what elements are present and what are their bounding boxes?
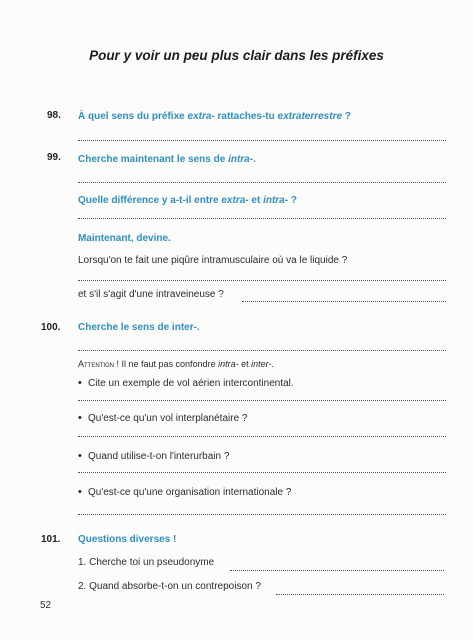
q99-line1-b: .: [253, 154, 256, 165]
answer-line-101a[interactable]: [230, 570, 444, 571]
question-99-line4: Lorsqu'on te fait une piqûre intramusculaire où va le liquide ?: [78, 255, 348, 266]
question-99-line3: Maintenant, devine.: [78, 233, 171, 244]
question-99-line1: [78, 154, 256, 165]
answer-line-99d[interactable]: [242, 301, 446, 302]
q98-part-a: À quel sens du préfixe: [78, 111, 188, 122]
question-number-101: 101.: [41, 534, 61, 545]
answer-line-99b[interactable]: [78, 218, 446, 219]
bullet-text-1: Cite un exemple de vol aérien intercontinental.: [88, 378, 294, 389]
question-98-text: [78, 111, 351, 122]
page-number: 52: [40, 600, 52, 611]
bullet-4: •: [78, 486, 82, 498]
answer-line-100c[interactable]: [78, 436, 446, 437]
q99-line2-b: et: [248, 195, 264, 206]
answer-line-100a[interactable]: [78, 350, 446, 351]
bullet-text-2: Qu'est-ce qu'un vol interplanétaire ?: [88, 413, 248, 424]
answer-line-99a[interactable]: [78, 182, 446, 183]
page-title: Pour y voir un peu plus clair dans les préfixes: [89, 48, 384, 63]
attention-em-intra: intra-: [218, 359, 239, 369]
bullet-text-4: Qu'est-ce qu'une organisation internationale ?: [88, 487, 292, 498]
bullet-3: •: [78, 450, 82, 462]
q99-em-intra-2: intra-: [263, 195, 289, 206]
question-99-line2: [78, 195, 297, 206]
question-101-item1: 1. Cherche toi un pseudonyme: [78, 557, 215, 568]
question-number-99: 99.: [47, 152, 61, 163]
q98-part-b: rattaches-tu: [214, 111, 278, 122]
bullet-1: •: [78, 377, 82, 389]
attention-c: .: [271, 359, 274, 369]
attention-b: et: [238, 359, 252, 369]
q99-line2-a: Quelle différence y a-t-il entre: [78, 195, 222, 206]
answer-line-100b[interactable]: [78, 400, 446, 401]
bullet-2: •: [78, 412, 82, 424]
attention-em-inter: inter-: [251, 359, 272, 369]
answer-line-99c[interactable]: [78, 280, 446, 281]
question-99-line5: et s'il s'agit d'une intraveineuse ?: [78, 289, 224, 300]
question-number-98: 98.: [47, 110, 61, 121]
answer-line-98[interactable]: [78, 140, 446, 141]
answer-line-100d[interactable]: [78, 472, 446, 473]
attention-a: Il ne faut pas confondre: [119, 359, 219, 369]
q98-em-extra: extra-: [187, 111, 215, 122]
question-101-heading: Questions diverses !: [78, 534, 177, 545]
attention-label: Attention !: [78, 359, 120, 369]
question-101-item2: 2. Quand absorbe-t-on un contrepoison ?: [78, 581, 261, 592]
attention-note: [78, 359, 274, 369]
bullet-text-3: Quand utilise-t-on l'interurbain ?: [88, 451, 230, 462]
question-100-line1: Cherche le sens de inter-.: [78, 322, 200, 333]
answer-line-100e[interactable]: [78, 514, 446, 515]
q99-em-extra: extra-: [221, 195, 249, 206]
q98-part-c: ?: [342, 111, 351, 122]
q99-line2-c: ?: [288, 195, 297, 206]
question-number-100: 100.: [41, 322, 61, 333]
q99-em-intra: intra-: [228, 154, 254, 165]
answer-line-101b[interactable]: [276, 594, 444, 595]
q98-em-extraterrestre: extraterrestre: [277, 111, 343, 122]
q99-line1-a: Cherche maintenant le sens de: [78, 154, 229, 165]
